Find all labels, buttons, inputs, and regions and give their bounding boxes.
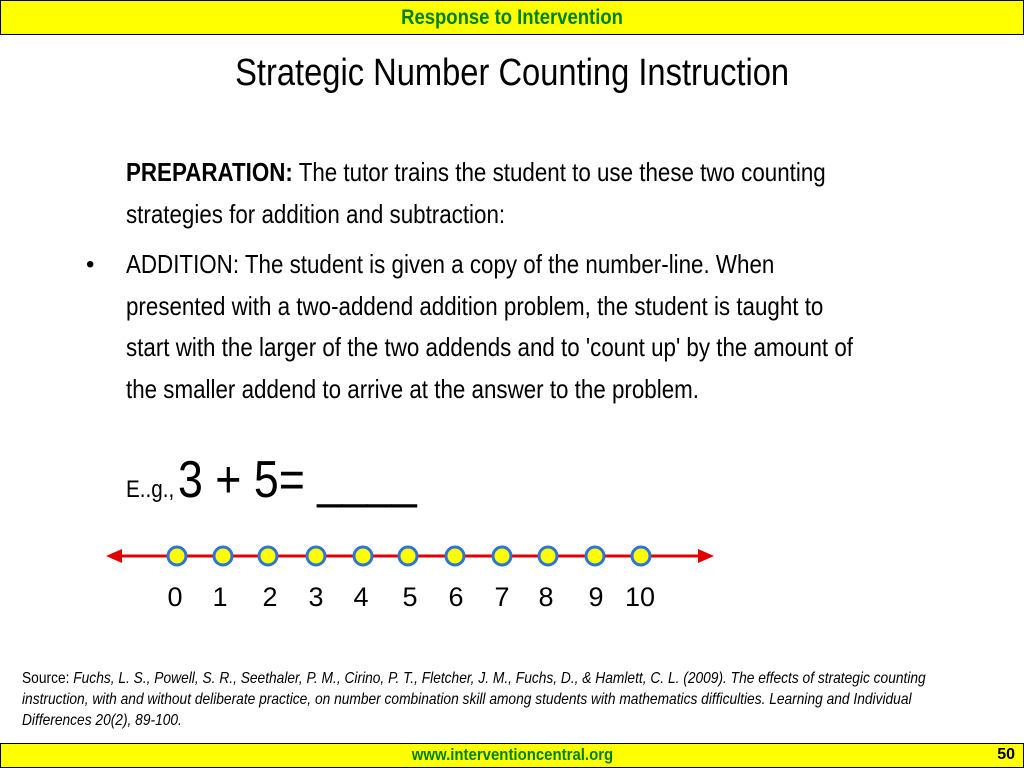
number-line-label: 4 [353,582,369,612]
number-line-point [493,547,511,565]
number-line-point [354,547,372,565]
number-line [100,535,740,615]
slide-title-text: Strategic Number Counting Instruction [234,52,789,94]
number-line-label: 2 [262,582,278,612]
header-title: Response to Intervention [401,5,623,29]
number-line-point [399,547,417,565]
number-line-label: 6 [448,582,464,612]
source-label: Source: [22,670,74,687]
number-line-point [259,547,277,565]
source-citation [22,668,968,731]
footer-url[interactable]: www.interventioncentral.org [411,745,613,764]
slide-title [0,50,1024,96]
number-line-point [168,547,186,565]
number-line-point [307,547,325,565]
preparation-label: PREPARATION: [126,157,293,187]
footer-banner [0,743,1024,768]
number-line-label: 1 [212,582,228,612]
example-line [126,450,417,510]
number-line-label: 0 [167,582,183,612]
example-prefix: E..g., [126,476,175,503]
number-line-label: 9 [588,582,604,612]
preparation-text: The tutor trains the student to use these two counting strategies for addition and subtraction: [126,157,826,229]
example-equation: 3 + 5= ____ [178,451,417,509]
number-line-label: 7 [494,582,510,612]
number-line-point [539,547,557,565]
page-number: 50 [997,746,1015,763]
header-banner [0,0,1024,35]
number-line-point [586,547,604,565]
number-line-label: 8 [538,582,554,612]
number-line-point [214,547,232,565]
number-line-point [632,547,650,565]
source-reference: Fuchs, L. S., Powell, S. R., Seethaler, P. M., Cirino, P. T., Fletcher, J. M., Fuchs, D., & Hamlett, C. L. (2009). The effects of strategic counting instruction, with and without deliberate practice, on number combination skill among students with mathematics difficulties. Learning and Individual Differences 20(2), 89-100. [22,670,926,729]
number-line-label: 5 [402,582,418,612]
preparation-paragraph [126,152,866,235]
number-line-label: 10 [624,582,656,612]
right-arrow-icon [698,549,714,563]
bullet-marker: • [86,251,95,278]
addition-paragraph: ADDITION: The student is given a copy of the number-line. When presented with a two-addend addition problem, the student is taught to start with the larger of the two addends and to 'count up' by the amount of the smaller addend to arrive at the answer to the problem. [126,249,853,404]
number-line-point [446,547,464,565]
left-arrow-icon [106,549,122,563]
number-line-label: 3 [308,582,324,612]
